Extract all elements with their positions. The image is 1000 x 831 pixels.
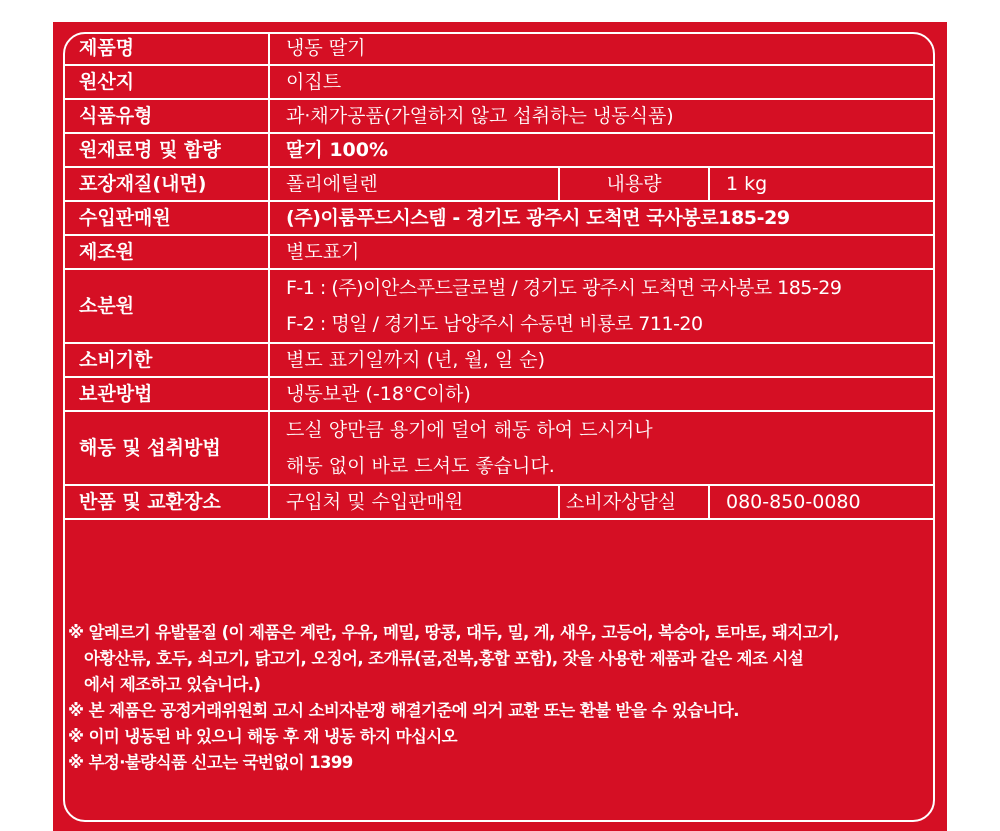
- storage-value: 냉동보관 (-18°C이하): [269, 377, 935, 411]
- refund-note: ※ 본 제품은 공정거래위원회 고시 소비자분쟁 해결기준에 의거 교환 또는 환불 받을 수 있습니다.: [68, 701, 739, 720]
- thaw-line-2: 해동 없이 바로 드셔도 좋습니다.: [286, 455, 555, 477]
- net-content-value: 1 kg: [709, 167, 935, 201]
- row-repacker: [63, 269, 935, 343]
- manufacturer-label: 제조원: [63, 235, 269, 269]
- allergy-note-cont-2: 에서 제조하고 있습니다.): [84, 675, 261, 694]
- returns-label: 반품 및 교환장소: [63, 485, 269, 519]
- returns-value: 구입처 및 수입판매원: [269, 485, 559, 519]
- consumer-center-label: 소비자상담실: [559, 485, 709, 519]
- product-name-label: 제품명: [63, 32, 269, 65]
- allergy-note: ※ 알레르기 유발물질 (이 제품은 계란, 우유, 메밀, 땅콩, 대두, 밀, 게, 새우, 고등어, 복숭아, 토마토, 돼지고기,: [68, 623, 839, 642]
- net-content-label: 내용량: [559, 167, 709, 201]
- repacker-line-2: F-2 : 명일 / 경기도 남양주시 수동면 비룡로 711-20: [286, 313, 703, 335]
- row-ingredients: [63, 133, 935, 167]
- report-note: ※ 부정·불량식품 신고는 국번없이 1399: [68, 753, 353, 772]
- importer-label: 수입판매원: [63, 201, 269, 235]
- allergy-note-cont-1: 아황산류, 호두, 쇠고기, 닭고기, 오징어, 조개류(굴,전복,홍합 포함), 잣을 사용한 제품과 같은 제조 시설: [84, 649, 804, 668]
- storage-label: 보관방법: [63, 377, 269, 411]
- repacker-line-1: F-1 : (주)이안스푸드글로벌 / 경기도 광주시 도척면 국사봉로 185-29: [286, 277, 842, 299]
- food-type-label: 식품유형: [63, 99, 269, 133]
- expiry-value: 별도 표기일까지 (년, 월, 일 순): [269, 343, 935, 377]
- row-manufacturer: [63, 235, 935, 269]
- row-origin: [63, 65, 935, 99]
- origin-value: 이집트: [269, 65, 935, 99]
- product-name-value: 냉동 딸기: [269, 32, 935, 65]
- refreeze-note: ※ 이미 냉동된 바 있으니 해동 후 재 냉동 하지 마십시오: [68, 727, 458, 746]
- row-importer: [63, 201, 935, 235]
- row-food-type: [63, 99, 935, 133]
- thaw-label: 해동 및 섭취방법: [63, 411, 269, 485]
- row-expiry: [63, 343, 935, 377]
- notice-section: [68, 620, 934, 776]
- repacker-label: 소분원: [63, 269, 269, 343]
- row-thaw: [63, 411, 935, 485]
- ingredients-label: 원재료명 및 함량: [63, 133, 269, 167]
- manufacturer-value: 별도표기: [269, 235, 935, 269]
- thaw-value: [269, 411, 935, 485]
- expiry-label: 소비기한: [63, 343, 269, 377]
- consumer-center-phone: 080-850-0080: [709, 485, 935, 519]
- packaging-value: 폴리에틸렌: [269, 167, 559, 201]
- row-product: [63, 32, 935, 65]
- importer-value: (주)이룸푸드시스템 - 경기도 광주시 도척면 국사봉로185-29: [269, 201, 935, 235]
- ingredients-value: 딸기 100%: [269, 133, 935, 167]
- row-returns: [63, 485, 935, 519]
- packaging-label: 포장재질(내면): [63, 167, 269, 201]
- thaw-line-1: 드실 양만큼 용기에 덜어 해동 하여 드시거나: [286, 419, 653, 441]
- product-info-table: [63, 32, 935, 520]
- row-storage: [63, 377, 935, 411]
- repacker-value: [269, 269, 935, 343]
- row-packaging: [63, 167, 935, 201]
- food-type-value: 과·채가공품(가열하지 않고 섭취하는 냉동식품): [269, 99, 935, 133]
- origin-label: 원산지: [63, 65, 269, 99]
